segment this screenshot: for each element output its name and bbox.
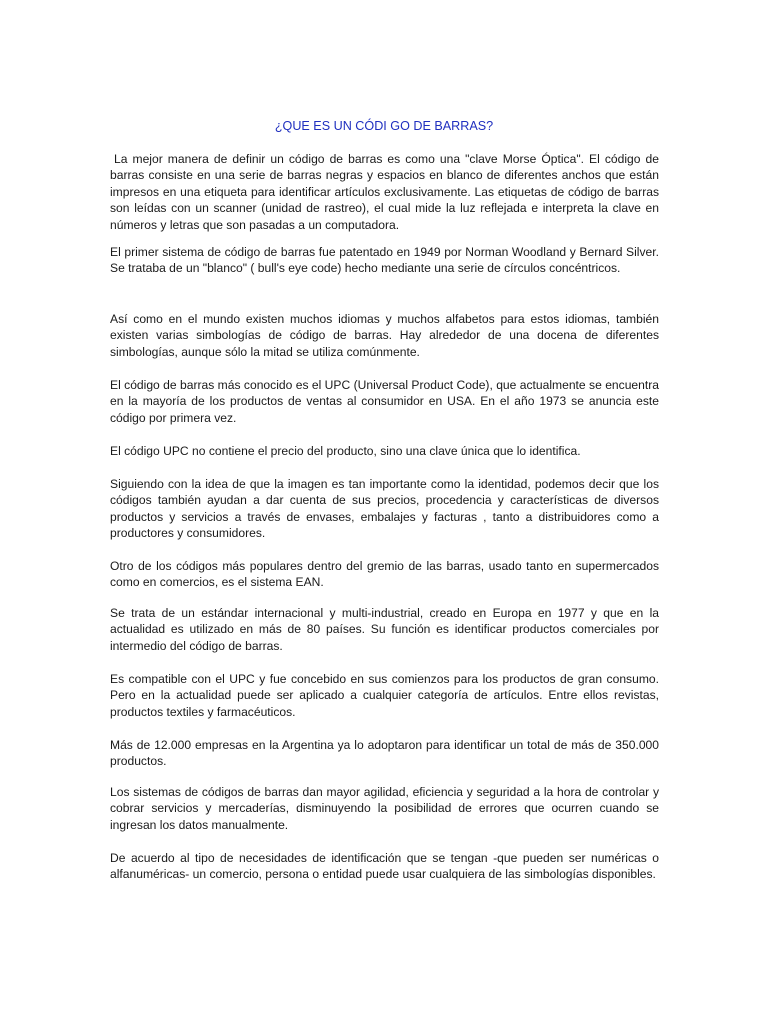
paragraph-symbologies: Así como en el mundo existen muchos idiomas y muchos alfabetos para estos idiomas, también existen varias simbologías de código de barras. Hay alrededor de una docena de diferentes simbologías, aunque sólo la mitad se utiliza comúnmente. [110, 312, 659, 359]
paragraph-ean-standard: Se trata de un estándar internacional y multi-industrial, creado en Europa en 1977 y que en la actualidad es utilizado en más de 80 países. Su función es identificar productos comerciales por intermedio del código de barras. [110, 606, 659, 653]
paragraph-upc: El código de barras más conocido es el UPC (Universal Product Code), que actualmente se encuentra en la mayoría de los productos de ventas al consumidor en USA. En el año 1973 se anuncia este código por primera vez. [110, 378, 659, 425]
paragraph-definition: La mejor manera de definir un código de barras es como una "clave Morse Óptica". El código de barras consiste en una serie de barras negras y espacios en blanco de diferentes anchos que están impresos en una etiqueta para identificar artículos exclusivamente. Las etiquetas de código de barras son leídas con un scanner (unidad de rastreo), el cual mide la luz reflejada e interpreta la clave en números y letras que son pasadas a un computadora. [110, 152, 659, 232]
paragraph-benefits: Los sistemas de códigos de barras dan mayor agilidad, eficiencia y seguridad a la hora de controlar y cobrar servicios y mercaderías, disminuyendo la posibilidad de errores que ocurren cuando se ingresan los datos manualmente. [110, 785, 659, 832]
paragraph-argentina: Más de 12.000 empresas en la Argentina ya lo adoptaron para identificar un total de más de 350.000 productos. [110, 738, 659, 769]
paragraph-needs: De acuerdo al tipo de necesidades de identificación que se tengan -que pueden ser numéricas o alfanuméricas- un comercio, persona o entidad puede usar cualquiera de las simbologías disponibles. [110, 851, 659, 882]
paragraph-ean-intro: Otro de los códigos más populares dentro del gremio de las barras, usado tanto en supermercados como en comercios, es el sistema EAN. [110, 559, 659, 590]
paragraph-ean-compatibility: Es compatible con el UPC y fue concebido en sus comienzos para los productos de gran consumo. Pero en la actualidad puede ser aplicado a cualquier categoría de artículos. Entre ellos revistas, productos textiles y farmacéuticos. [110, 672, 659, 719]
paragraph-upc-price: El código UPC no contiene el precio del producto, sino una clave única que lo identifica. [110, 444, 581, 458]
document-title: ¿QUE ES UN CÓDI GO DE BARRAS? [274, 119, 494, 133]
paragraph-identity: Siguiendo con la idea de que la imagen es tan importante como la identidad, podemos decir que los códigos también ayudan a dar cuenta de sus precios, procedencia y características de diversos productos y servicios a través de envases, embalajes y facturas , tanto a distribuidores como a productores y consumidores. [110, 477, 659, 541]
paragraph-history: El primer sistema de código de barras fue patentado en 1949 por Norman Woodland y Bernard Silver. Se trataba de un "blanco" ( bull's eye code) hecho mediante una serie de círculos concéntricos. [110, 245, 659, 276]
